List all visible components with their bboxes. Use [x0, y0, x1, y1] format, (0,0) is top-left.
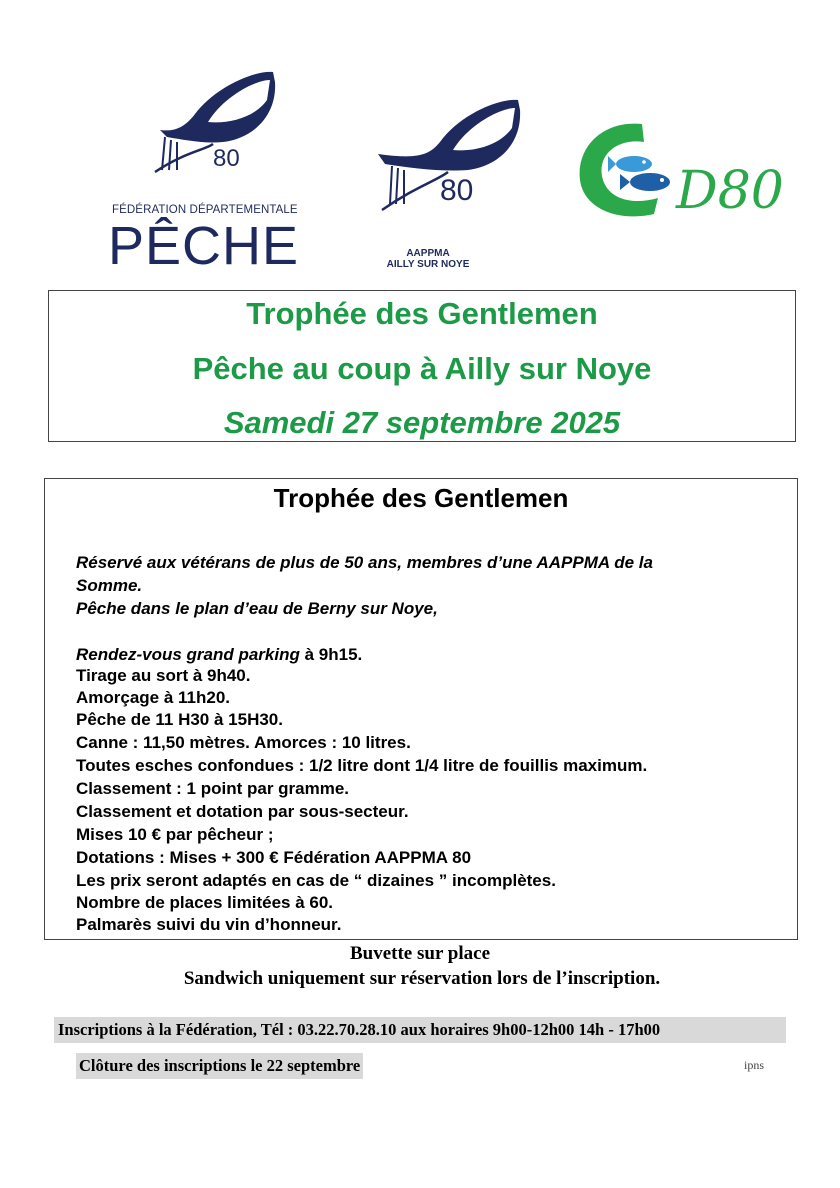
- rule-item: Mises 10 € par pêcheur ;: [76, 825, 274, 844]
- rule-item: Canne : 11,50 mètres. Amorces : 10 litres.: [76, 733, 411, 752]
- aappma-logo: [330, 92, 530, 272]
- sandwich-note: Sandwich uniquement sur réservation lors de l’inscription.: [183, 968, 661, 989]
- rendezvous-line: [76, 645, 362, 665]
- rule-item: Les prix seront adaptés en cas de “ dizaines ” incomplètes.: [76, 871, 556, 890]
- rendezvous-time: à 9h15.: [299, 645, 363, 664]
- fish-icon: [608, 156, 670, 191]
- federation-subtitle: FÉDÉRATION DÉPARTEMENTALE: [112, 204, 298, 216]
- rule-item: Pêche de 11 H30 à 15H30.: [76, 710, 283, 729]
- intro-line: Somme.: [76, 576, 143, 595]
- rule-item: Classement et dotation par sous-secteur.: [76, 802, 409, 821]
- cd80-logo: [572, 118, 790, 228]
- rule-item: Palmarès suivi du vin d’honneur.: [76, 915, 342, 934]
- event-header: [48, 290, 796, 442]
- event-title: Trophée des Gentlemen: [246, 296, 598, 331]
- rule-item: Tirage au sort à 9h40.: [76, 666, 251, 685]
- svg-text:80: 80: [213, 145, 240, 172]
- rule-item: Dotations : Mises + 300 € Fédération AAPPMA 80: [76, 848, 472, 867]
- registration-info: Inscriptions à la Fédération, Tél : 03.22.70.28.10 aux horaires 9h00-12h00 14h - 17h00: [54, 1017, 786, 1043]
- rule-item: Classement : 1 point par gramme.: [76, 779, 350, 798]
- fish-icon: [330, 92, 530, 272]
- rule-item: Toutes esches confondues : 1/2 litre dont 1/4 litre de fouillis maximum.: [76, 756, 648, 775]
- event-details: [44, 478, 798, 940]
- svg-text:D80: D80: [676, 161, 784, 221]
- rendezvous-label: Rendez-vous grand parking: [76, 645, 300, 664]
- aappma-label: AAPPMA: [406, 248, 450, 259]
- ipns-mark: ipns: [743, 1058, 764, 1072]
- federation-name: PÊCHE: [108, 216, 300, 276]
- intro-line: Pêche dans le plan d’eau de Berny sur Noye,: [76, 599, 438, 618]
- event-date: Samedi 27 septembre 2025: [223, 405, 621, 440]
- registration-deadline: Clôture des inscriptions le 22 septembre: [76, 1053, 363, 1079]
- rule-item: Nombre de places limitées à 60.: [76, 893, 334, 912]
- aappma-location: AILLY SUR NOYE: [386, 259, 470, 270]
- rule-item: Amorçage à 11h20.: [76, 688, 231, 707]
- svg-text:80: 80: [440, 174, 474, 207]
- cd80-emblem: [572, 118, 790, 228]
- intro-line: Réservé aux vétérans de plus de 50 ans, membres d’une AAPPMA de la: [76, 553, 653, 572]
- event-subtitle: Pêche au coup à Ailly sur Noye: [192, 351, 652, 386]
- buvette-note: Buvette sur place: [349, 943, 491, 964]
- details-title: Trophée des Gentlemen: [273, 483, 569, 513]
